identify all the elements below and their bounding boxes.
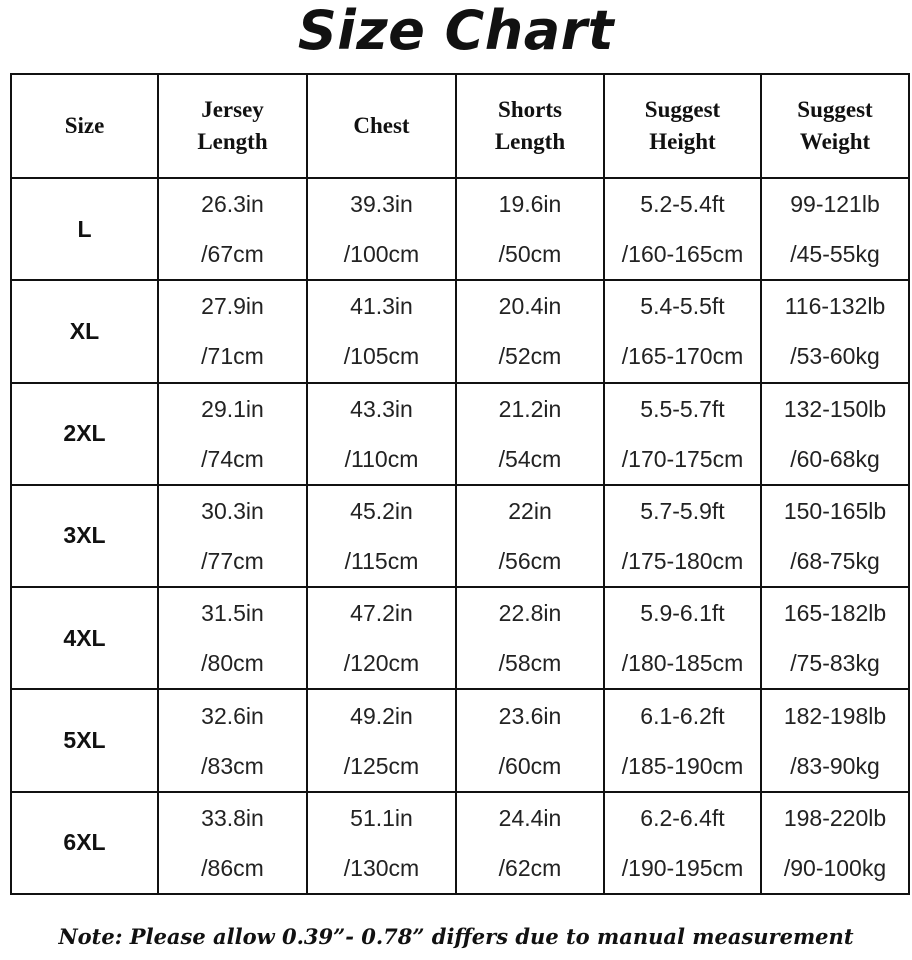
value-metric: /170-175cm: [621, 445, 744, 472]
page-title: Size Chart: [297, 0, 615, 62]
chest-cell: [307, 587, 456, 689]
value-inches: 45.2in: [350, 497, 413, 524]
suggest-height-cell: [604, 689, 761, 791]
value-pounds: 150-165lb: [783, 497, 887, 524]
value-metric: /52cm: [498, 343, 562, 370]
value-metric: /100cm: [343, 241, 420, 268]
size-cell: 6XL: [11, 792, 158, 894]
value-metric: /120cm: [343, 650, 420, 677]
value-inches: 20.4in: [498, 293, 562, 320]
suggest-weight-cell: [761, 280, 909, 382]
column-header-line: Weight: [799, 129, 871, 154]
size-chart-body: [11, 178, 909, 894]
value-inches: 30.3in: [201, 497, 264, 524]
value-metric: /190-195cm: [621, 854, 744, 881]
column-header-suggest-height: [604, 74, 761, 178]
jersey-length-cell: [158, 383, 307, 485]
column-header-jersey-length: [158, 74, 307, 178]
value-inches: 39.3in: [350, 191, 413, 218]
chest-cell: [307, 485, 456, 587]
chest-cell: [307, 792, 456, 894]
suggest-height-cell: [604, 383, 761, 485]
value-metric: /62cm: [498, 854, 562, 881]
jersey-length-cell: [158, 792, 307, 894]
value-inches: 19.6in: [498, 191, 562, 218]
size-cell: XL: [11, 280, 158, 382]
value-inches: 49.2in: [350, 702, 413, 729]
value-pounds: 132-150lb: [783, 395, 887, 422]
size-cell: 5XL: [11, 689, 158, 791]
column-header-suggest-weight: [761, 74, 909, 178]
value-metric: /77cm: [201, 547, 264, 574]
value-metric: /50cm: [498, 241, 562, 268]
suggest-weight-cell: [761, 587, 909, 689]
value-metric: /53-60kg: [790, 343, 880, 370]
value-inches: 23.6in: [498, 702, 562, 729]
jersey-length-cell: [158, 689, 307, 791]
chest-cell: [307, 280, 456, 382]
value-feet: 6.1-6.2ft: [640, 702, 725, 729]
value-inches: 33.8in: [201, 804, 264, 831]
value-metric: /45-55kg: [790, 241, 880, 268]
value-pounds: 198-220lb: [783, 804, 887, 831]
table-row: [11, 792, 909, 894]
table-row: [11, 280, 909, 382]
value-feet: 5.4-5.5ft: [640, 293, 725, 320]
value-metric: /165-170cm: [621, 343, 744, 370]
size-cell: 4XL: [11, 587, 158, 689]
value-pounds: 182-198lb: [783, 702, 887, 729]
column-header-line: Size: [64, 113, 105, 138]
value-metric: /67cm: [201, 241, 264, 268]
value-inches: 24.4in: [498, 804, 562, 831]
column-header-line: Shorts: [498, 97, 562, 122]
value-pounds: 99-121lb: [790, 191, 880, 218]
column-header-chest: [307, 74, 456, 178]
suggest-height-cell: [604, 485, 761, 587]
column-header-line: Suggest: [644, 97, 721, 122]
column-header-line: Jersey: [201, 97, 264, 122]
value-metric: /115cm: [344, 547, 419, 574]
value-metric: /83cm: [201, 752, 264, 779]
value-inches: 47.2in: [350, 600, 413, 627]
value-metric: /105cm: [343, 343, 420, 370]
size-chart-table: [10, 73, 910, 895]
column-header-line: Chest: [353, 113, 410, 138]
column-header-line: Suggest: [797, 97, 873, 122]
header-row: [11, 74, 909, 178]
column-header-line: Length: [494, 129, 566, 154]
size-cell: L: [11, 178, 158, 280]
value-inches: 22.8in: [498, 600, 562, 627]
suggest-weight-cell: [761, 792, 909, 894]
table-row: [11, 689, 909, 791]
shorts-length-cell: [456, 280, 604, 382]
value-metric: /180-185cm: [621, 650, 744, 677]
shorts-length-cell: [456, 587, 604, 689]
column-header-size: [11, 74, 158, 178]
jersey-length-cell: [158, 178, 307, 280]
value-inches: 51.1in: [350, 804, 413, 831]
shorts-length-cell: [456, 792, 604, 894]
suggest-height-cell: [604, 792, 761, 894]
value-metric: /75-83kg: [790, 650, 880, 677]
value-metric: /60-68kg: [790, 445, 880, 472]
value-metric: /130cm: [343, 854, 420, 881]
measurement-note: Note: Please allow 0.39”- 0.78” differs due to manual measurement: [58, 924, 854, 949]
table-row: [11, 383, 909, 485]
shorts-length-cell: [456, 689, 604, 791]
value-metric: /90-100kg: [783, 854, 887, 881]
value-inches: 43.3in: [350, 395, 413, 422]
value-metric: /125cm: [343, 752, 420, 779]
suggest-weight-cell: [761, 178, 909, 280]
suggest-weight-cell: [761, 485, 909, 587]
value-metric: /175-180cm: [621, 547, 744, 574]
value-inches: 26.3in: [201, 191, 264, 218]
shorts-length-cell: [456, 383, 604, 485]
value-metric: /160-165cm: [621, 241, 744, 268]
value-feet: 5.9-6.1ft: [640, 600, 725, 627]
value-metric: /71cm: [201, 343, 264, 370]
suggest-height-cell: [604, 178, 761, 280]
shorts-length-cell: [456, 178, 604, 280]
chest-cell: [307, 178, 456, 280]
value-inches: 31.5in: [201, 600, 264, 627]
value-pounds: 165-182lb: [783, 600, 887, 627]
value-inches: 32.6in: [201, 702, 264, 729]
value-inches: 41.3in: [350, 293, 413, 320]
value-inches: 22in: [508, 497, 552, 524]
value-metric: /74cm: [201, 445, 264, 472]
value-metric: /56cm: [498, 547, 562, 574]
suggest-height-cell: [604, 587, 761, 689]
column-header-line: Length: [197, 129, 268, 154]
table-row: [11, 485, 909, 587]
value-metric: /54cm: [498, 445, 562, 472]
size-chart-header: [11, 74, 909, 178]
value-feet: 6.2-6.4ft: [640, 804, 725, 831]
suggest-weight-cell: [761, 689, 909, 791]
value-metric: /86cm: [201, 854, 264, 881]
value-pounds: 116-132lb: [784, 293, 886, 320]
value-metric: /83-90kg: [790, 752, 880, 779]
value-feet: 5.7-5.9ft: [640, 497, 725, 524]
value-feet: 5.2-5.4ft: [640, 191, 725, 218]
size-cell: 2XL: [11, 383, 158, 485]
column-header-shorts-length: [456, 74, 604, 178]
value-metric: /110cm: [344, 445, 419, 472]
chest-cell: [307, 383, 456, 485]
value-metric: /185-190cm: [621, 752, 744, 779]
column-header-line: Height: [649, 129, 716, 154]
shorts-length-cell: [456, 485, 604, 587]
chest-cell: [307, 689, 456, 791]
suggest-weight-cell: [761, 383, 909, 485]
jersey-length-cell: [158, 587, 307, 689]
jersey-length-cell: [158, 280, 307, 382]
value-inches: 29.1in: [201, 395, 264, 422]
suggest-height-cell: [604, 280, 761, 382]
value-metric: /68-75kg: [790, 547, 880, 574]
value-inches: 21.2in: [498, 395, 562, 422]
value-metric: /58cm: [498, 650, 562, 677]
value-metric: /60cm: [498, 752, 562, 779]
jersey-length-cell: [158, 485, 307, 587]
value-metric: /80cm: [201, 650, 264, 677]
table-row: [11, 587, 909, 689]
value-inches: 27.9in: [201, 293, 264, 320]
value-feet: 5.5-5.7ft: [640, 395, 725, 422]
size-cell: 3XL: [11, 485, 158, 587]
table-row: [11, 178, 909, 280]
